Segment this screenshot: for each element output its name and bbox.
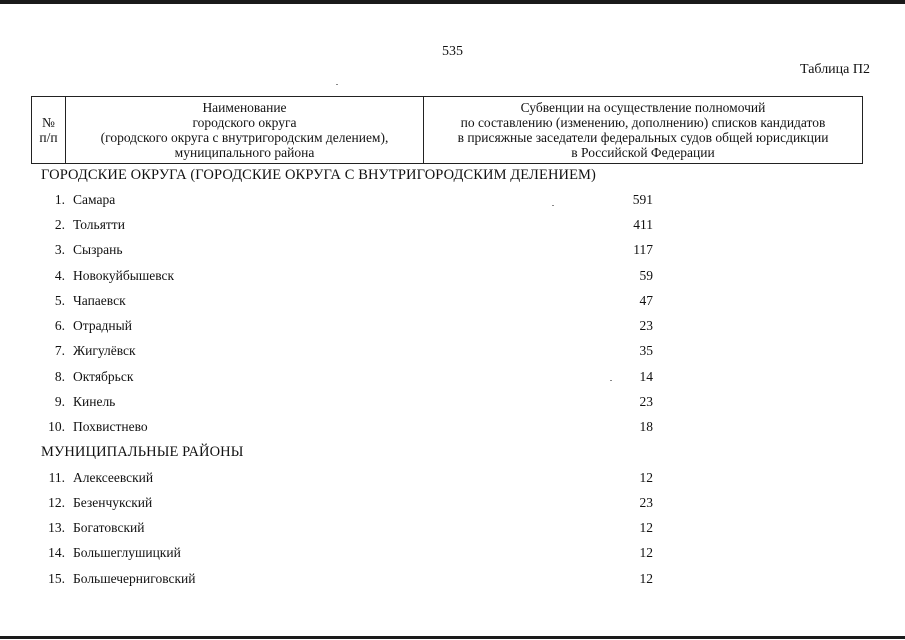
bottom-border-rule: [0, 636, 905, 639]
row-name: Тольятти: [73, 217, 125, 232]
page-number: 535: [442, 44, 463, 59]
row-name: Самара: [73, 192, 116, 207]
header-name-column: [66, 97, 424, 164]
table-row: [0, 191, 905, 209]
header-number-column: [32, 97, 66, 164]
row-value: 411: [633, 217, 653, 232]
scan-speck: [610, 380, 612, 381]
row-value: 23: [639, 495, 653, 510]
top-border-rule: [0, 0, 905, 4]
header-name-line: (городского округа с внутригородским делением),: [100, 130, 389, 145]
row-number: 13.: [48, 520, 65, 535]
header-subvention-column: [424, 97, 863, 164]
row-name: Безенчукский: [73, 495, 153, 510]
scan-speck: [336, 84, 338, 85]
table-header: [31, 96, 863, 164]
row-number: 1.: [54, 192, 65, 207]
header-subvention-line: в присяжные заседатели федеральных судов общей юрисдикции: [457, 130, 829, 145]
row-value: 18: [639, 419, 653, 434]
row-number: 8.: [54, 369, 65, 384]
table-row: [0, 494, 905, 512]
row-value: 12: [639, 520, 653, 535]
row-number: 12.: [48, 495, 65, 510]
row-name: Похвистнево: [73, 419, 148, 434]
row-name: Новокуйбышевск: [73, 268, 175, 283]
row-name: Большеглушицкий: [73, 545, 181, 560]
row-name: Жигулёвск: [73, 343, 136, 358]
table-row: [0, 570, 905, 588]
table-row: [0, 368, 905, 386]
row-number: 10.: [48, 419, 65, 434]
row-value: 59: [639, 268, 653, 283]
header-number-line: №: [42, 115, 55, 130]
row-name: Богатовский: [73, 520, 145, 535]
table-row: [0, 418, 905, 436]
row-number: 9.: [54, 394, 65, 409]
row-name: Кинель: [73, 394, 116, 409]
table-row: [0, 241, 905, 259]
row-name: Отрадный: [73, 318, 132, 333]
row-name: Сызрань: [73, 242, 123, 257]
row-value: 23: [639, 394, 653, 409]
table-row: [0, 342, 905, 360]
table-row: [0, 519, 905, 537]
row-number: 15.: [48, 571, 65, 586]
row-number: 3.: [54, 242, 65, 257]
table-row: [0, 216, 905, 234]
header-subvention-line: в Российской Федерации: [571, 145, 715, 160]
row-number: 14.: [48, 545, 65, 560]
header-number-line: п/п: [39, 130, 58, 145]
row-number: 6.: [54, 318, 65, 333]
row-value: 23: [639, 318, 653, 333]
row-value: 14: [639, 369, 653, 384]
row-name: Большечерниговский: [73, 571, 196, 586]
row-number: 7.: [54, 343, 65, 358]
header-name-line: городского округа: [192, 115, 297, 130]
row-value: 47: [639, 293, 653, 308]
header-name-line: Наименование: [202, 100, 287, 115]
row-value: 12: [639, 470, 653, 485]
scan-speck: [552, 205, 554, 206]
section-title-city-districts: ГОРОДСКИЕ ОКРУГА (ГОРОДСКИЕ ОКРУГА С ВНУТРИГОРОДСКИМ ДЕЛЕНИЕМ): [41, 167, 596, 183]
section-title-municipal-districts: МУНИЦИПАЛЬНЫЕ РАЙОНЫ: [41, 444, 244, 460]
header-subvention-line: по составлению (изменению, дополнению) списков кандидатов: [460, 115, 826, 130]
row-number: 2.: [54, 217, 65, 232]
table-caption: Таблица П2: [800, 62, 870, 77]
row-number: 11.: [48, 470, 65, 485]
row-number: 5.: [54, 293, 65, 308]
table-row: [0, 267, 905, 285]
row-number: 4.: [54, 268, 65, 283]
row-value: 117: [633, 242, 653, 257]
table-row: [0, 292, 905, 310]
table-row: [0, 317, 905, 335]
row-name: Алексеевский: [73, 470, 154, 485]
row-name: Октябрьск: [73, 369, 134, 384]
table-row: [0, 544, 905, 562]
row-name: Чапаевск: [73, 293, 126, 308]
row-value: 12: [639, 571, 653, 586]
table-row: [0, 469, 905, 487]
row-value: 35: [639, 343, 653, 358]
row-value: 591: [632, 192, 653, 207]
row-value: 12: [639, 545, 653, 560]
header-subvention-line: Субвенции на осуществление полномочий: [520, 100, 766, 115]
table-row: [0, 393, 905, 411]
header-name-line: муниципального района: [174, 145, 315, 160]
